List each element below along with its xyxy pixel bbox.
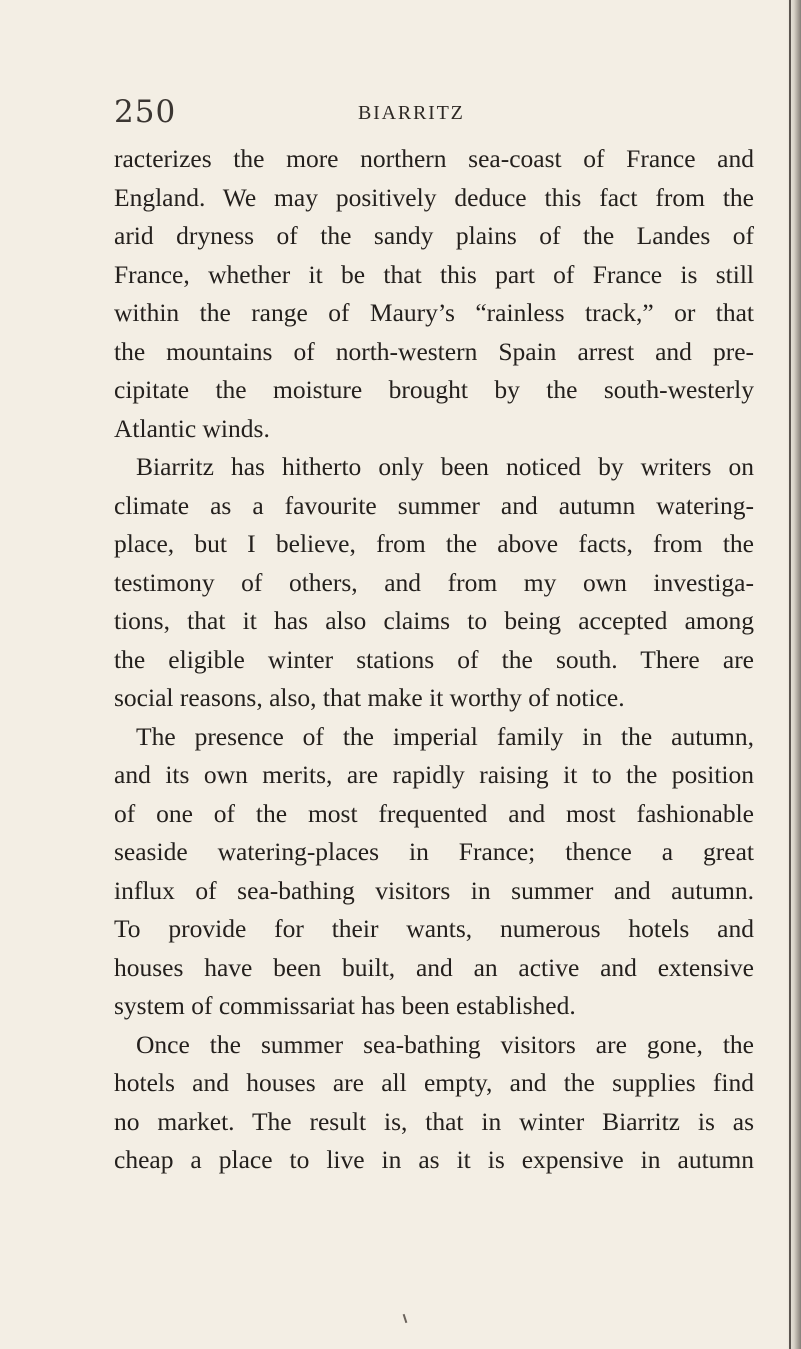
- body-text: [114, 140, 754, 1180]
- text-line: system of commissariat has been established.: [114, 991, 576, 1020]
- text-line: cipitate the moisture brought by the south-westerly: [114, 375, 754, 404]
- text-line: England. We may positively deduce this fact from the: [114, 182, 754, 212]
- text-line: arid dryness of the sandy plains of the Landes of: [114, 221, 754, 250]
- text-line: of one of the most frequented and most fashionable: [114, 798, 754, 828]
- text-line: within the range of Maury’s “rainless track,” or that: [114, 298, 754, 327]
- text-line: place, but I believe, from the above facts, from the: [114, 529, 754, 558]
- text-line: influx of sea-bathing visitors in summer and autumn.: [114, 875, 754, 905]
- text-line: social reasons, also, that make it worthy of notice.: [114, 683, 625, 712]
- text-line: no market. The result is, that in winter Biarritz is as: [114, 1106, 754, 1136]
- text-line: the eligible winter stations of the south. There are: [114, 644, 754, 674]
- text-line: cheap a place to live in as it is expensive in autumn: [114, 1145, 754, 1174]
- text-line: To provide for their wants, numerous hotels and: [114, 914, 754, 943]
- ink-mark: [403, 1314, 408, 1323]
- text-line: houses have been built, and an active and extensive: [114, 952, 754, 982]
- text-line: The presence of the imperial family in the autumn,: [136, 721, 754, 751]
- text-line: Atlantic winds.: [114, 413, 270, 443]
- page-header: [114, 94, 754, 142]
- text-line: hotels and houses are all empty, and the supplies find: [114, 1068, 754, 1097]
- text-line: France, whether it be that this part of France is still: [114, 259, 754, 289]
- text-line: and its own merits, are rapidly raising it to the position: [114, 760, 754, 789]
- text-line: racterizes the more northern sea-coast of France and: [114, 144, 754, 173]
- text-line: seaside watering-places in France; thence a great: [114, 837, 754, 866]
- page-number: 250: [114, 94, 177, 130]
- page-edge-line: [789, 0, 791, 1349]
- text-line: Once the summer sea-bathing visitors are gone, the: [136, 1029, 754, 1059]
- text-line: Biarritz has hitherto only been noticed by writers on: [136, 452, 754, 481]
- text-line: climate as a favourite summer and autumn watering-: [114, 490, 754, 520]
- text-line: the mountains of north-western Spain arrest and pre-: [114, 336, 754, 366]
- text-line: tions, that it has also claims to being accepted among: [114, 606, 754, 635]
- text-line: testimony of others, and from my own investiga-: [114, 567, 754, 597]
- running-title: BIARRITZ: [358, 102, 465, 124]
